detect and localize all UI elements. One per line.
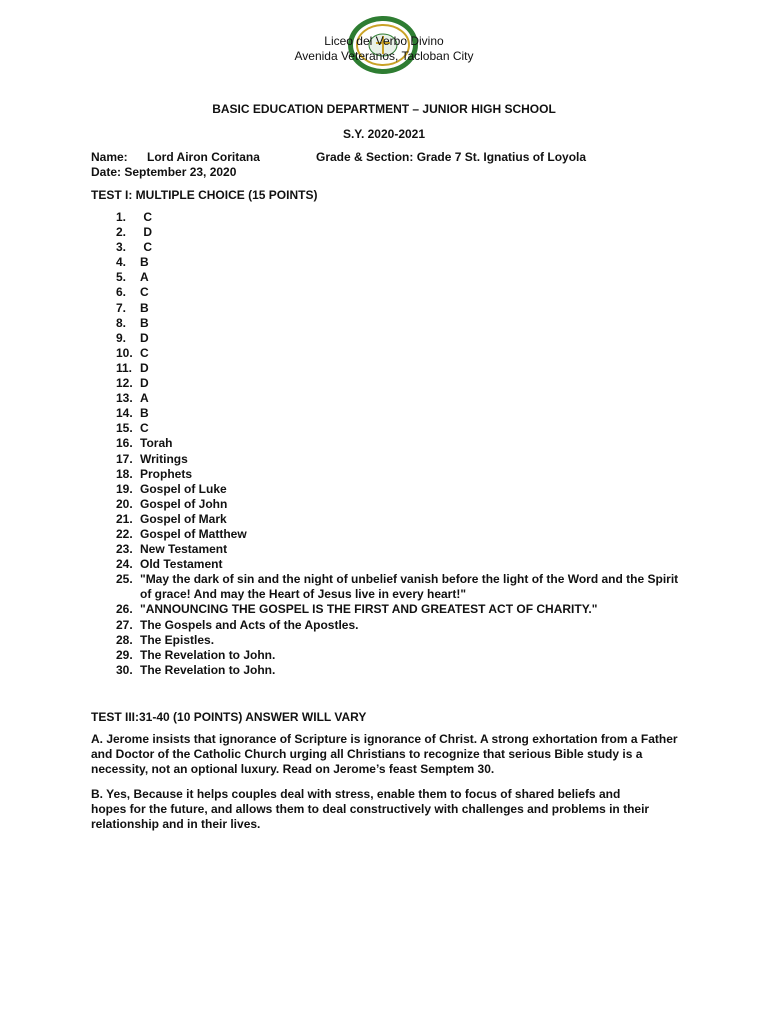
list-item-number: 29. [116, 647, 133, 662]
list-item [91, 391, 691, 406]
list-item-answer: C [140, 210, 153, 224]
list-item-number: 16. [116, 436, 133, 451]
list-item-answer: Writings [140, 451, 188, 466]
list-item-number: 8. [116, 315, 127, 330]
list-item-answer: C [140, 345, 149, 360]
list-item [91, 497, 691, 512]
list-item [91, 482, 691, 497]
test3-title: TEST III:31-40 (10 POINTS) ANSWER WILL VARY [91, 710, 367, 724]
list-item-answer: A [140, 270, 149, 285]
answer-paragraph-a: A. Jerome insists that ignorance of Scripture is ignorance of Christ. A strong exhortation from a Father and Doctor of the Catholic Church urging all Christians to recognize that serious Bible study is a necessity, not an optional luxury. Read on Jerome’s feast Semptem 30. [91, 732, 678, 776]
list-item-number: 14. [116, 406, 133, 421]
date-line: Date: September 23, 2020 [91, 165, 237, 179]
list-item-number: 28. [116, 632, 133, 647]
list-item-answer: C [140, 421, 149, 436]
list-item [91, 648, 691, 663]
list-item [91, 270, 691, 285]
list-item-number: 11. [116, 360, 133, 375]
list-item-number: 26. [116, 602, 133, 617]
list-item-answer: Torah [140, 436, 173, 451]
list-item [91, 255, 691, 270]
list-item-number: 30. [116, 662, 133, 677]
list-item-answer: Gospel of Matthew [140, 526, 247, 541]
list-item [91, 285, 691, 300]
list-item [91, 542, 691, 557]
list-item [91, 602, 691, 617]
name-label: Name: [91, 150, 128, 164]
list-item [91, 210, 691, 225]
list-item [91, 301, 691, 316]
list-item-answer: Gospel of Mark [140, 511, 227, 526]
list-item-answer: B [140, 255, 149, 270]
list-item-number: 5. [116, 270, 127, 285]
list-item-answer: Prophets [140, 466, 193, 481]
list-item [91, 436, 691, 451]
list-item-answer: A [140, 391, 149, 406]
list-item-answer: The Revelation to John. [140, 647, 276, 662]
list-item [91, 225, 691, 240]
list-item [91, 452, 691, 467]
list-item-answer: D [140, 360, 149, 375]
list-item-answer: D [140, 330, 149, 345]
list-item-number: 3. [116, 240, 127, 255]
list-item [91, 316, 691, 331]
list-item-answer: "ANNOUNCING THE GOSPEL IS THE FIRST AND GREATEST ACT OF CHARITY." [140, 602, 598, 617]
list-item [91, 527, 691, 542]
list-item-answer: C [140, 240, 153, 255]
list-item [91, 618, 691, 633]
list-item-answer: "May the dark of sin and the night of unbelief vanish before the light of the Word and the Spirit of grace! And may the Heart of Jesus live in every heart!" [140, 572, 682, 602]
list-item [91, 557, 691, 572]
student-name: Lord Airon Coritana [147, 150, 260, 164]
list-item-answer: B [140, 315, 149, 330]
list-item [91, 633, 691, 648]
list-item-answer: B [140, 300, 149, 315]
answer-list [91, 210, 691, 678]
list-item-number: 24. [116, 557, 133, 572]
list-item-number: 25. [116, 572, 133, 587]
list-item [91, 376, 691, 391]
list-item-answer: Old Testament [140, 557, 223, 572]
school-address: Avenida Veteranos, Tacloban City [294, 49, 474, 63]
list-item-number: 23. [116, 542, 133, 557]
department-heading: BASIC EDUCATION DEPARTMENT – JUNIOR HIGH SCHOOL [212, 102, 556, 116]
list-item [91, 331, 691, 346]
school-year: S.Y. 2020-2021 [342, 127, 426, 141]
list-item-number: 18. [116, 466, 133, 481]
list-item-answer: D [140, 225, 153, 240]
list-item-number: 21. [116, 511, 133, 526]
grade-section: Grade & Section: Grade 7 St. Ignatius of Loyola [316, 150, 587, 164]
school-name: Liceo del Verbo Divino [324, 34, 444, 48]
list-item [91, 240, 691, 255]
list-item [91, 361, 691, 376]
list-item [91, 663, 691, 678]
list-item-number: 15. [116, 421, 133, 436]
list-item-number: 2. [116, 225, 127, 240]
list-item-answer: D [140, 376, 149, 391]
list-item-number: 22. [116, 526, 133, 541]
list-item-answer: C [140, 285, 149, 300]
test1-title: TEST I: MULTIPLE CHOICE (15 POINTS) [91, 188, 318, 202]
list-item-number: 1. [116, 210, 127, 224]
list-item-answer: The Epistles. [140, 632, 215, 647]
list-item-number: 7. [116, 300, 127, 315]
list-item-number: 6. [116, 285, 127, 300]
list-item [91, 467, 691, 482]
list-item [91, 406, 691, 421]
answer-paragraph-b: B. Yes, Because it helps couples deal with stress, enable them to focus of shared beliefs and hopes for the future, and allows them to deal constructively with challenges and problems in their relationship and in their lives. [91, 787, 657, 831]
list-item [91, 572, 691, 602]
list-item-answer: The Revelation to John. [140, 662, 276, 677]
list-item-number: 27. [116, 617, 133, 632]
list-item-number: 13. [116, 391, 133, 406]
list-item-answer: Gospel of Luke [140, 481, 227, 496]
list-item-answer: Gospel of John [140, 496, 228, 511]
list-item-number: 20. [116, 496, 133, 511]
list-item-answer: The Gospels and Acts of the Apostles. [140, 617, 359, 632]
list-item-number: 10. [116, 345, 133, 360]
list-item [91, 421, 691, 436]
list-item-number: 17. [116, 451, 133, 466]
list-item [91, 512, 691, 527]
list-item-answer: New Testament [140, 542, 228, 557]
list-item-number: 19. [116, 481, 133, 496]
list-item-number: 12. [116, 376, 133, 391]
list-item-answer: B [140, 406, 149, 421]
list-item-number: 4. [116, 255, 127, 270]
list-item-number: 9. [116, 330, 127, 345]
list-item [91, 346, 691, 361]
